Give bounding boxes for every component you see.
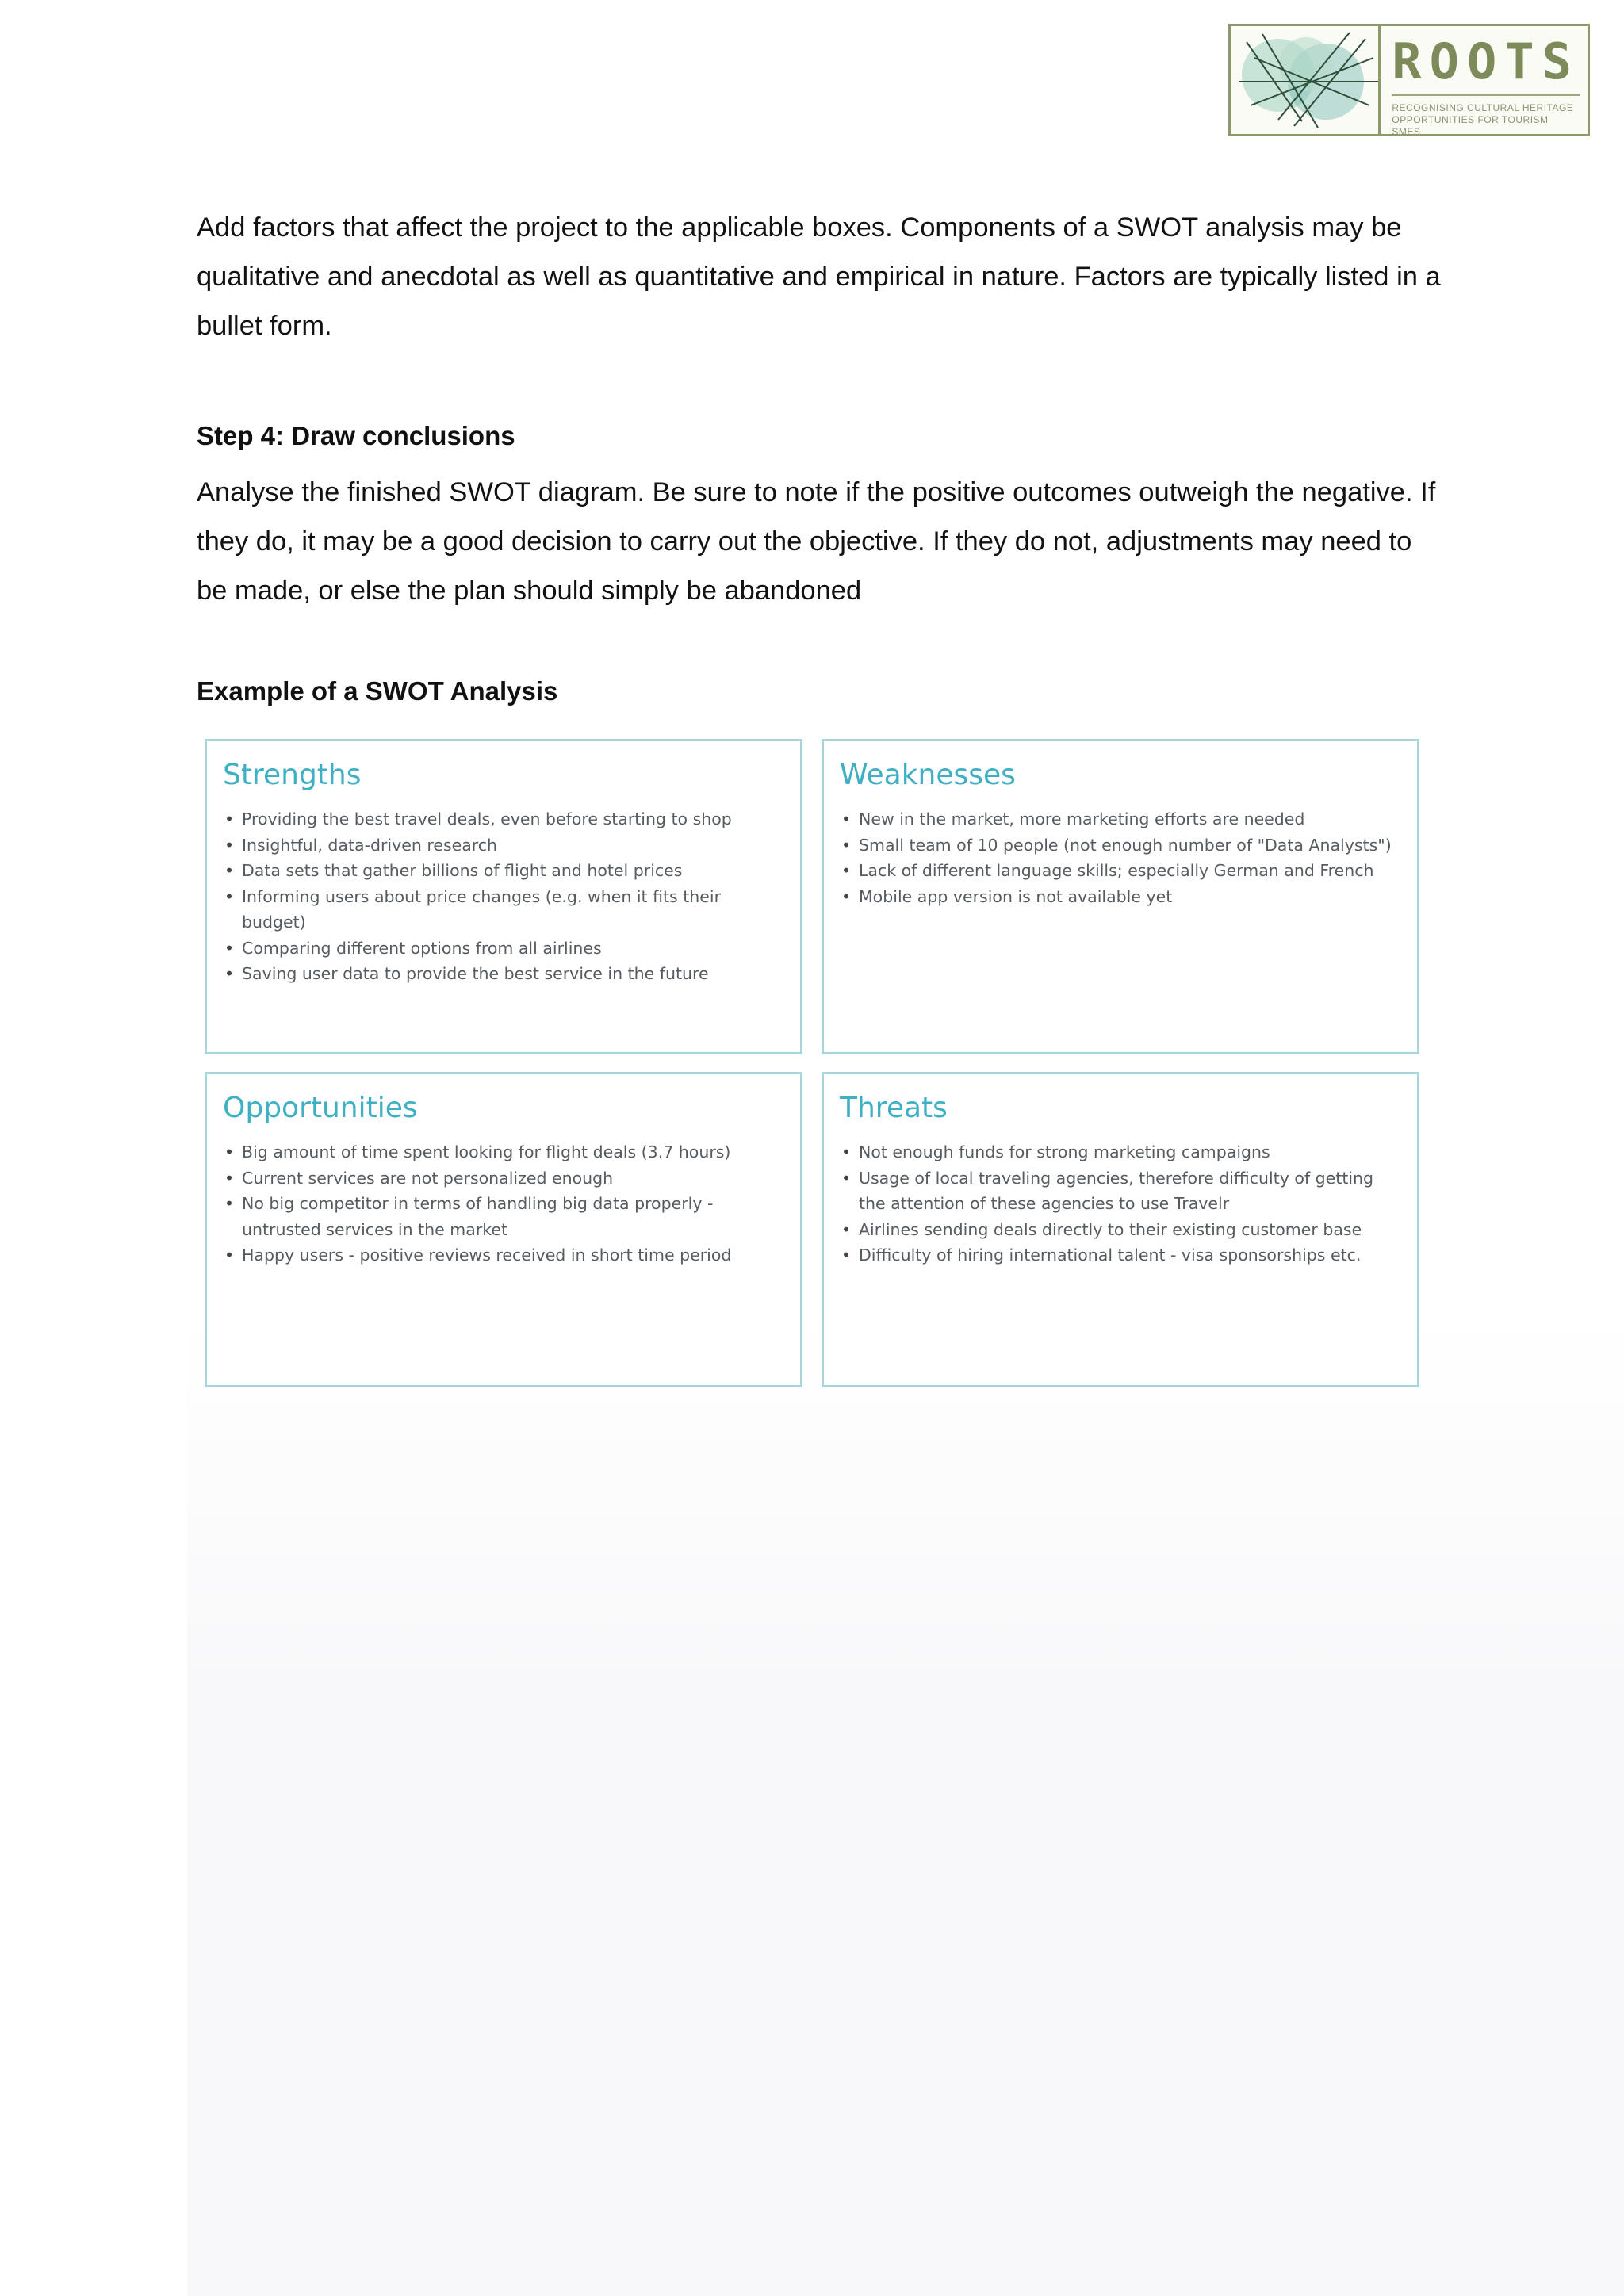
list-item: • Informing users about price changes (e.g. when it fits their budget) bbox=[223, 884, 784, 936]
list-item: • Lack of different language skills; especially German and French bbox=[840, 858, 1401, 884]
list-item: • No big competitor in terms of handling big data properly - untrusted services in the market bbox=[223, 1191, 784, 1242]
list-item: • Comparing different options from all airlines bbox=[223, 936, 784, 962]
list-item: • Current services are not personalized enough bbox=[223, 1165, 784, 1192]
tree-logo-icon bbox=[1231, 26, 1381, 134]
page-shade bbox=[187, 1308, 1624, 2296]
opportunities-list bbox=[223, 1139, 784, 1269]
threats-list bbox=[840, 1139, 1401, 1269]
swot-threats-box bbox=[822, 1072, 1419, 1387]
intro-paragraph: Add factors that affect the project to the applicable boxes. Components of a SWOT analysis may be qualitative and anecdotal as well as quantitative and empirical in nature. Factors are typically listed in a bullet form. bbox=[197, 212, 1441, 341]
list-item: • Providing the best travel deals, even before starting to shop bbox=[223, 806, 784, 832]
threats-title: Threats bbox=[840, 1092, 948, 1124]
strengths-title: Strengths bbox=[223, 759, 362, 791]
list-item: • Small team of 10 people (not enough number of "Data Analysts") bbox=[840, 832, 1401, 859]
weaknesses-list bbox=[840, 806, 1401, 909]
list-item: • Mobile app version is not available yet bbox=[840, 884, 1401, 910]
opportunities-title: Opportunities bbox=[223, 1092, 418, 1124]
step4-heading: Step 4: Draw conclusions bbox=[197, 421, 515, 450]
list-item: • Not enough funds for strong marketing campaigns bbox=[840, 1139, 1401, 1165]
list-item: • Happy users - positive reviews received in short time period bbox=[223, 1242, 784, 1269]
logo-tagline-1: RECOGNISING CULTURAL HERITAGE bbox=[1392, 102, 1574, 113]
logo-divider bbox=[1392, 94, 1580, 96]
strengths-list bbox=[223, 806, 784, 987]
swot-opportunities-box bbox=[205, 1072, 802, 1387]
roots-logo bbox=[1228, 24, 1590, 136]
list-item: • Usage of local traveling agencies, therefore difficulty of getting the attention of these agencies to use Travelr bbox=[840, 1165, 1401, 1217]
list-item: • Big amount of time spent looking for flight deals (3.7 hours) bbox=[223, 1139, 784, 1165]
list-item: • Airlines sending deals directly to their existing customer base bbox=[840, 1217, 1401, 1243]
swot-strengths-box bbox=[205, 739, 802, 1054]
step4-paragraph: Analyse the finished SWOT diagram. Be sure to note if the positive outcomes outweigh the negative. If they do, it may be a good decision to carry out the objective. If they do not, adjustments may need to be made, or else the plan should simply be abandoned bbox=[197, 477, 1436, 606]
weaknesses-title: Weaknesses bbox=[840, 759, 1016, 791]
list-item: • Insightful, data-driven research bbox=[223, 832, 784, 859]
example-heading: Example of a SWOT Analysis bbox=[197, 676, 558, 706]
swot-diagram bbox=[205, 739, 1423, 1387]
list-item: • New in the market, more marketing efforts are needed bbox=[840, 806, 1401, 832]
swot-weaknesses-box bbox=[822, 739, 1419, 1054]
list-item: • Data sets that gather billions of flight and hotel prices bbox=[223, 858, 784, 884]
list-item: • Saving user data to provide the best service in the future bbox=[223, 961, 784, 987]
logo-wordmark: ROOTS bbox=[1392, 33, 1580, 90]
list-item: • Difficulty of hiring international talent - visa sponsorships etc. bbox=[840, 1242, 1401, 1269]
logo-tagline-2: OPPORTUNITIES FOR TOURISM SMES bbox=[1392, 114, 1549, 137]
